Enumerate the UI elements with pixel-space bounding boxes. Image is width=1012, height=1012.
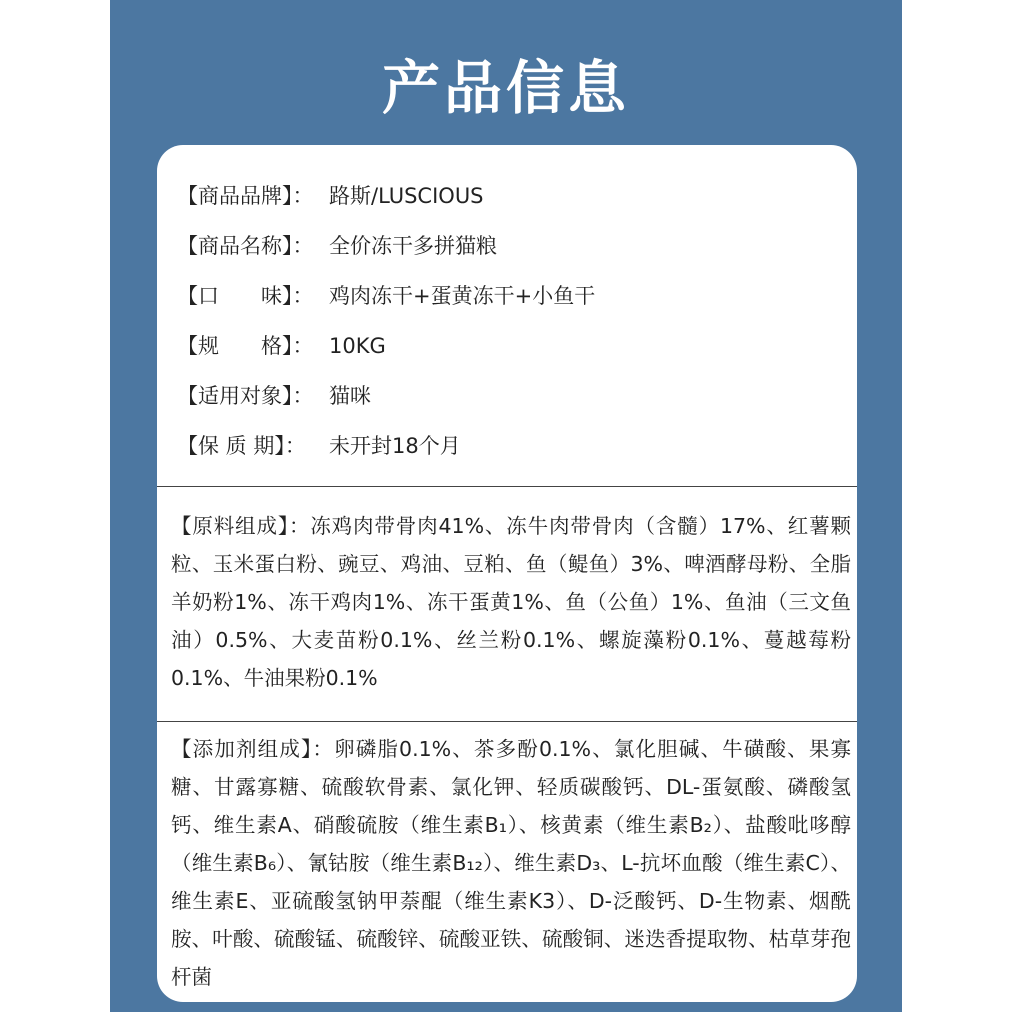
info-key: 【商品品牌】： [177, 184, 314, 208]
additives-label: 【添加剂组成】： [171, 737, 335, 761]
info-key: 【保 质 期】： [177, 434, 306, 458]
ingredients-section [171, 507, 851, 697]
ingredients-text: 冻鸡肉带骨肉41%、冻牛肉带骨肉（含髓）17%、红薯颗粒、玉米蛋白粉、豌豆、鸡油、豆粕、鱼（鳀鱼）3%、啤酒酵母粉、全脂羊奶粉1%、冻干鸡肉1%、冻干蛋黄1%、鱼（公鱼）1%、鱼油（三文鱼油）0.5%、大麦苗粉0.1%、丝兰粉0.1%、螺旋藻粉0.1%、蔓越莓粉0.1%、牛油果粉0.1% [171, 514, 851, 690]
divider [157, 486, 857, 487]
ingredients-label: 【原料组成】： [171, 514, 311, 538]
info-value: 全价冻干多拼猫粮 [329, 234, 497, 258]
info-row-brand [177, 171, 837, 221]
info-value: 鸡肉冻干+蛋黄冻干+小鱼干 [329, 284, 596, 308]
info-value: 10KG [329, 334, 386, 358]
info-key: 【规 格】： [177, 334, 314, 358]
info-row-spec [177, 321, 837, 371]
info-row-name [177, 221, 837, 271]
divider [157, 721, 857, 722]
page-title: 产品信息 [381, 54, 630, 122]
info-row-shelf-life [177, 421, 837, 471]
info-value: 未开封18个月 [329, 434, 461, 458]
product-info-card [157, 145, 857, 1002]
info-value: 猫咪 [329, 384, 371, 408]
info-list [177, 171, 837, 471]
info-key: 【口 味】： [177, 284, 314, 308]
info-row-flavor [177, 271, 837, 321]
info-row-target [177, 371, 837, 421]
info-key: 【适用对象】： [177, 384, 314, 408]
additives-text: 卵磷脂0.1%、茶多酚0.1%、氯化胆碱、牛磺酸、果寡糖、甘露寡糖、硫酸软骨素、氯化钾、轻质碳酸钙、DL-蛋氨酸、磷酸氢钙、维生素A、硝酸硫胺（维生素B₁）、核黄素（维生素B₂）、盐酸吡哆醇（维生素B₆）、氰钴胺（维生素B₁₂）、维生素D₃、L-抗坏血酸（维生素C）、维生素E、亚硫酸氢钠甲萘醌（维生素K3）、D-泛酸钙、D-生物素、烟酰胺、叶酸、硫酸锰、硫酸锌、硫酸亚铁、硫酸铜、迷迭香提取物、枯草芽孢杆菌 [171, 737, 851, 989]
info-key: 【商品名称】： [177, 234, 314, 258]
info-value: 路斯/LUSCIOUS [329, 184, 484, 208]
additives-section [171, 730, 851, 996]
